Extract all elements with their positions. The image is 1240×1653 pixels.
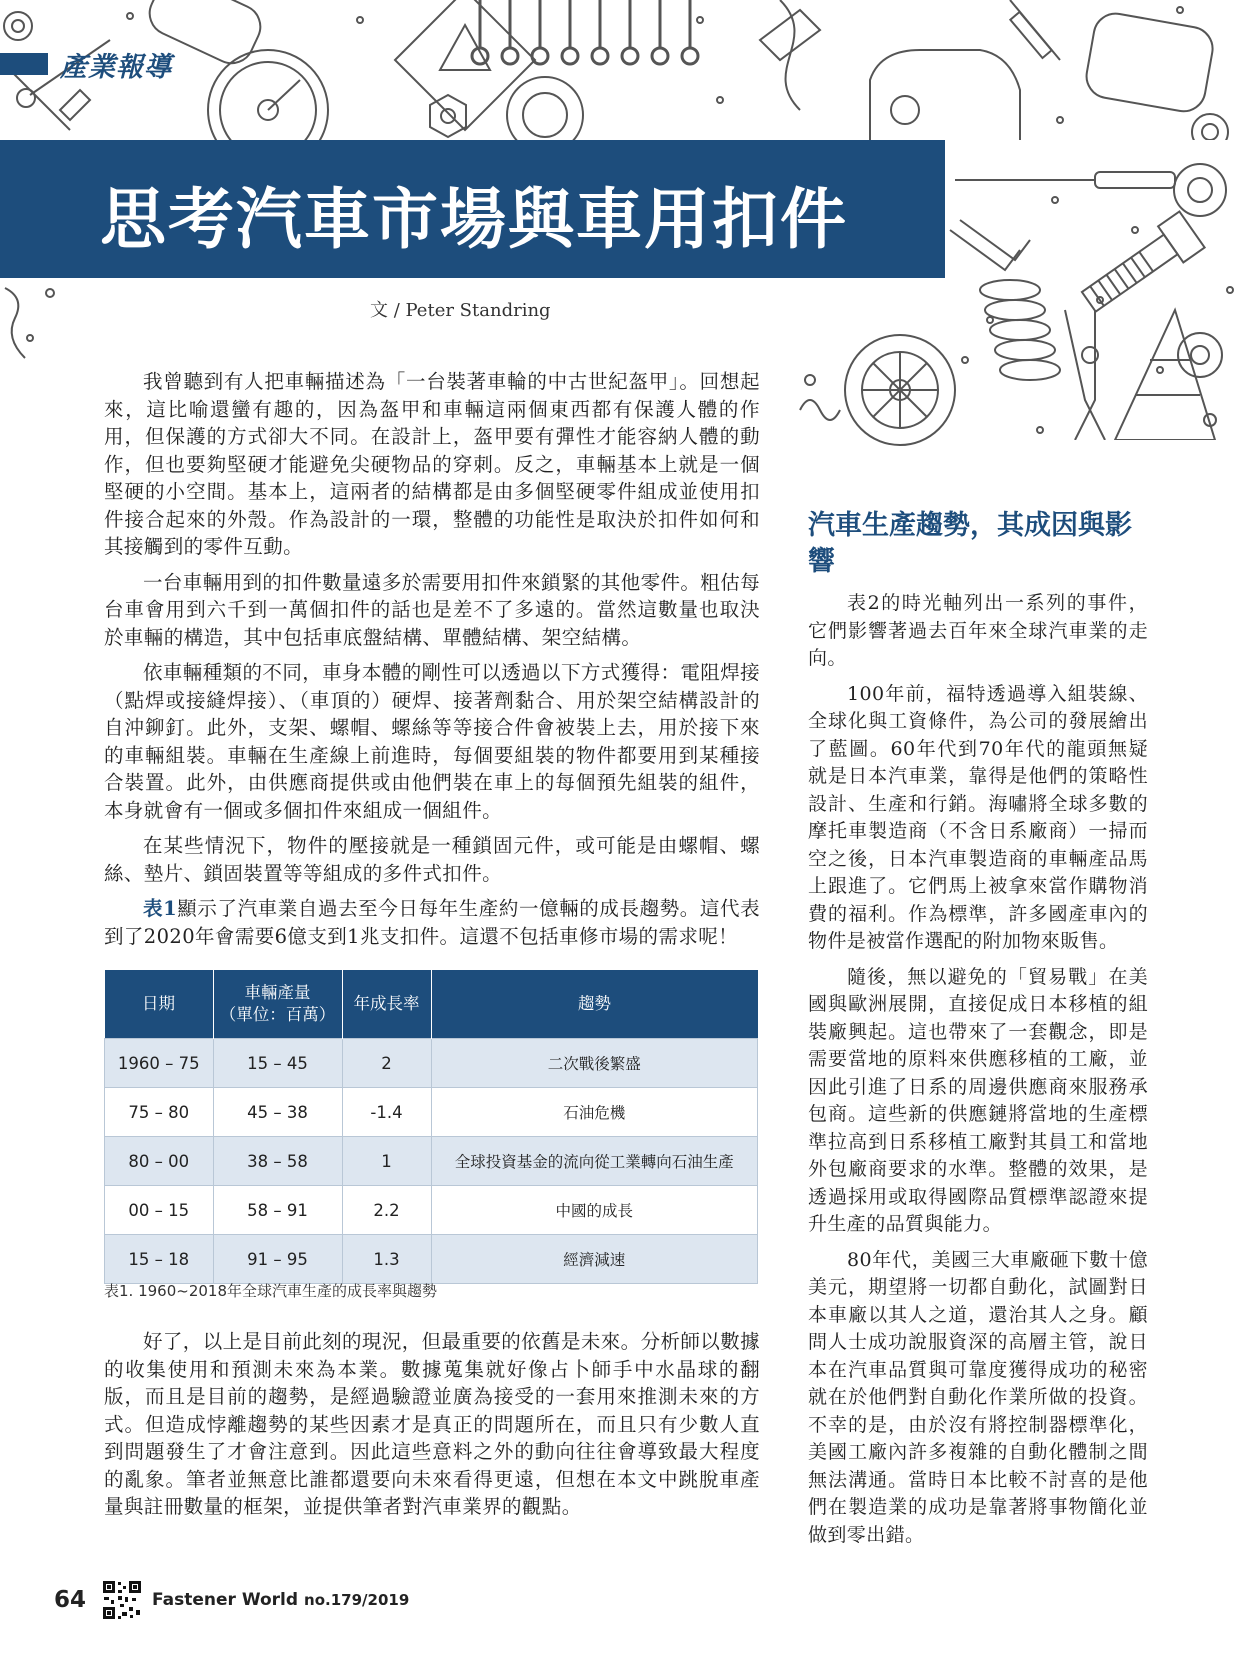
section-tag-label: 產業報導: [60, 51, 172, 83]
article-title: 思考汽車市場與車用扣件: [100, 181, 848, 258]
table-row: [105, 1088, 758, 1137]
page-number: 64: [54, 1587, 87, 1613]
decorative-illustration-right-lower: [780, 280, 1240, 450]
cell-trend: 石油危機: [431, 1088, 758, 1137]
paragraph: 依車輛種類的不同，車身本體的剛性可以透過以下方式獲得：電阻焊接（點焊或接縫焊接）、（車頂的）硬焊、接著劑黏合、用於架空結構設計的自沖鉚釘。此外，支架、螺帽、螺絲等等接合件會被裝上去，用於接下來的車輛組裝。車輛在生產線上前進時，每個要組裝的物件都要用到某種接合裝置。此外，由供應商提供或由他們裝在車上的每個預先組裝的組件，本身就會有一個或多個扣件來組成一個組件。: [104, 661, 760, 822]
right-column: [808, 508, 1148, 1557]
cell-volume: 91 – 95: [213, 1235, 342, 1284]
magazine-name: Fastener World: [152, 1590, 299, 1610]
header-trend: 趨勢: [431, 970, 758, 1039]
cell-volume: 58 – 91: [213, 1186, 342, 1235]
cell-trend: 全球投資基金的流向從工業轉向石油生產: [431, 1137, 758, 1186]
decorative-illustration-left: [0, 278, 70, 368]
table-reference-text: 顯示了汽車業自過去至今日每年生產約一億輛的成長趨勢。這代表到了2020年會需要6億支到1兆支扣件。這還不包括車修市場的需求呢！: [104, 897, 760, 948]
paragraph: 隨後，無以避免的「貿易戰」在美國與歐洲展開，直接促成日本移植的組裝廠興起。這也帶來了一套觀念，即是需要當地的原料來供應移植的工廠，並因此引進了日系的周邊供應商來服務承包商。這些新的供應鏈將當地的生產標準拉高到日系移植工廠對其員工和當地外包廠商要求的水準。整體的效果，是透過採用或取得國際品質標準認證來提升生產的品質與能力。: [808, 965, 1148, 1235]
growth-table: [104, 970, 758, 1284]
left-column-continued: [104, 1328, 760, 1529]
paragraph: 好了，以上是目前此刻的現況，但最重要的依舊是未來。分析師以數據的收集使用和預測未來為本業。數據蒐集就好像占卜師手中水晶球的翻版，而且是目前的趨勢，是經過驗證並廣為接受的一套用來推測未來的方式。但造成悖離趨勢的某些因素才是真正的問題所在，而且只有少數人直到問題發生了才會注意到。因此這些意料之外的動向往往會導致最大程度的亂象。筆者並無意比誰都還要向未來看得更遠，但想在本文中跳脫車產量與註冊數量的框架，並提供筆者對汽車業界的觀點。: [104, 1330, 760, 1518]
cell-volume: 15 – 45: [213, 1039, 342, 1088]
cell-date: 1960 – 75: [105, 1039, 214, 1088]
section-tag: [0, 44, 172, 84]
page-footer: [54, 1580, 409, 1620]
title-band: [0, 140, 945, 278]
paragraph: 我曾聽到有人把車輛描述為「一台裝著車輪的中古世紀盔甲」。回想起來，這比喻還蠻有趣的，因為盔甲和車輛這兩個東西都有保護人體的作用，但保護的方式卻大不同。在設計上，盔甲要有彈性才能容納人體的動作，但也要夠堅硬才能避免尖硬物品的穿刺。反之，車輛基本上就是一個堅硬的小空間。基本上，這兩者的結構都是由多個堅硬零件組成並使用扣件接合起來的外殼。作為設計的一環，整體的功能性是取決於扣件如何和其接觸到的零件互動。: [104, 370, 760, 558]
byline: 文 / Peter Standring: [370, 300, 551, 321]
qr-code-icon: [102, 1580, 142, 1620]
cell-growth: 2: [342, 1039, 431, 1088]
table-row: [105, 1039, 758, 1088]
header-volume: 車輛產量 （單位：百萬）: [213, 970, 342, 1039]
paragraph: 在某些情況下，物件的壓接就是一種鎖固元件，或可能是由螺帽、螺絲、墊片、鎖固裝置等等組成的多件式扣件。: [104, 834, 760, 885]
cell-trend: 二次戰後繁盛: [431, 1039, 758, 1088]
table-header-row: [105, 970, 758, 1039]
cell-trend: 中國的成長: [431, 1186, 758, 1235]
paragraph: 表2的時光軸列出一系列的事件，它們影響著過去百年來全球汽車業的走向。: [808, 592, 1148, 669]
cell-date: 00 – 15: [105, 1186, 214, 1235]
paragraph: 一台車輛用到的扣件數量遠多於需要用扣件來鎖緊的其他零件。粗估每台車會用到六千到一萬個扣件的話也是差不了多遠的。當然這數量也取決於車輛的構造，其中包括車底盤結構、單體結構、架空結構。: [104, 570, 760, 649]
cell-date: 80 – 00: [105, 1137, 214, 1186]
cell-date: 15 – 18: [105, 1235, 214, 1284]
paragraph: 80年代，美國三大車廠砸下數十億美元，期望將一切都自動化，試圖對日本車廠以其人之道，還治其人之身。顧問人士成功說服資深的高層主管，說日本在汽車品質與可靠度獲得成功的秘密就在於他們對自動化作業所做的投資。不幸的是，由於沒有將控制器標準化，美國工廠內許多複雜的自動化體制之間無法溝通。當時日本比較不討喜的是他們在製造業的成功是靠著將事物簡化並做到零出錯。: [808, 1248, 1148, 1546]
issue-number: no.179/2019: [304, 1591, 410, 1609]
cell-growth: -1.4: [342, 1088, 431, 1137]
table-row: [105, 1137, 758, 1186]
section-heading: 汽車生產趨勢，其成因與影響: [808, 510, 1132, 577]
cell-volume: 45 – 38: [213, 1088, 342, 1137]
cell-trend: 經濟減速: [431, 1235, 758, 1284]
table-reference: 表1: [143, 897, 178, 920]
left-column: [104, 368, 760, 958]
paragraph: 100年前，福特透過導入組裝線、全球化與工資條件，為公司的發展繪出了藍圖。60年代到70年代的龍頭無疑就是日本汽車業，靠得是他們的策略性設計、生產和行銷。海嘯將全球多數的摩托車製造商（不含日系廠商）一掃而空之後，日本汽車製造商的車輛產品馬上跟進了。它們馬上被拿來當作購物消費的福利。作為標準，許多國產車內的物件是被當作選配的附加物來販售。: [808, 682, 1148, 952]
header-growth: 年成長率: [342, 970, 431, 1039]
cell-growth: 1: [342, 1137, 431, 1186]
cell-volume: 38 – 58: [213, 1137, 342, 1186]
table-row: [105, 1186, 758, 1235]
table-caption: 表1. 1960~2018年全球汽車生產的成長率與趨勢: [104, 1282, 437, 1300]
header-date: 日期: [105, 970, 214, 1039]
cell-date: 75 – 80: [105, 1088, 214, 1137]
section-tag-bar: [0, 53, 48, 75]
paragraph-table-intro: [104, 895, 760, 950]
table-row: [105, 1235, 758, 1284]
decorative-illustration-top: [0, 0, 1240, 140]
cell-growth: 2.2: [342, 1186, 431, 1235]
cell-growth: 1.3: [342, 1235, 431, 1284]
